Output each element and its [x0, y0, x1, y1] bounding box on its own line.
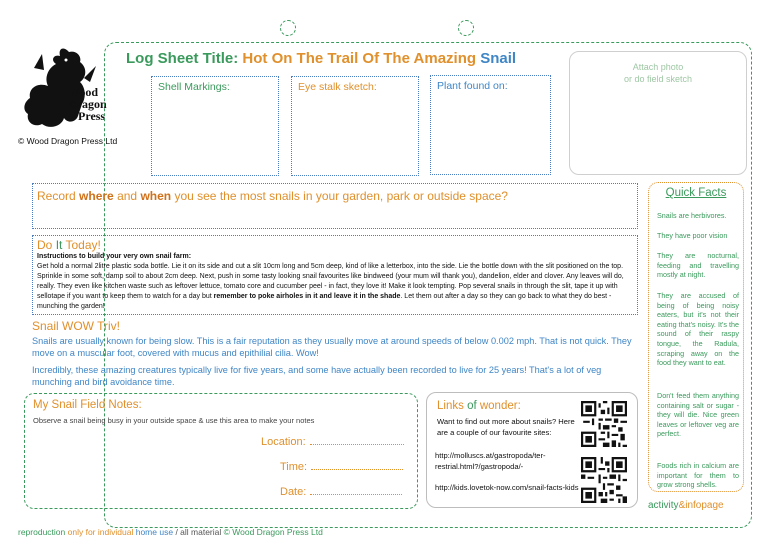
activity-amp: &	[678, 500, 686, 511]
doit-body	[37, 262, 637, 312]
quick-fact-2: They have poor vision	[657, 231, 728, 240]
quick-facts-box	[648, 182, 744, 492]
record-box[interactable]	[32, 183, 638, 229]
title-prefix: Log Sheet Title:	[126, 50, 239, 67]
decor-circle-left	[280, 20, 296, 36]
shell-markings-label: Shell Markings:	[158, 81, 230, 93]
footer-all-material: / all material	[175, 527, 222, 537]
doit-body-tail: . Let them out after a day so they can go back to what they do best - munching the garden!	[37, 293, 612, 310]
decor-circle-right	[458, 20, 474, 36]
title-main: Hot On The Trail Of The Amazing	[242, 50, 477, 67]
doit-title-b: It	[55, 238, 63, 252]
wow-paragraph-2: Incredibly, these amazing creatures typically live for five years, and some have actually been recorded to live for 25 years! That's a lot of veg munching and bird avoidance time.	[32, 365, 602, 387]
footer	[18, 527, 323, 537]
quick-fact-5: Don't feed them anything containing salt or sugar - they will die. Nice green leaves or leftover veg are perfect.	[657, 391, 739, 439]
quick-fact-1: Snails are herbivores.	[657, 211, 727, 220]
field-notes-title: My Snail Field Notes:	[33, 399, 142, 411]
shell-markings-box[interactable]	[151, 76, 279, 176]
quick-fact-4: They are accused of being of being noisy eaters, but it's not their eating that's noisy. It's the sound of their raspy tongue, the Radula, scraping away on the food they want to eat.	[657, 291, 739, 368]
wow-paragraph-1: Snails are usually known for being slow. This is a fair reputation as they usually move at around speeds of below 0.002 mph. That is not quick. They move on a muscular foot, covered with mucus and epithilial cilia. Wow!	[32, 336, 632, 358]
date-line[interactable]	[310, 494, 402, 495]
quick-facts-title: Quick Facts	[665, 187, 727, 199]
time-label: Time:	[280, 461, 308, 473]
footer-copyright: © Wood Dragon Press Ltd	[223, 527, 323, 537]
logo-line-wood: Wood	[68, 85, 99, 99]
location-label: Location:	[261, 436, 306, 448]
attach-line2: or do field sketch	[623, 74, 693, 84]
plant-found-label: Plant found on:	[437, 80, 508, 92]
links-title-b: of	[467, 400, 477, 412]
wow-title: Snail WOW Triv!	[32, 319, 121, 333]
quick-fact-3: They are nocturnal, feeding and travelling mostly at night.	[657, 251, 739, 280]
eye-stalk-label: Eye stalk sketch:	[298, 81, 377, 93]
title-last: Snail	[480, 50, 517, 67]
activity-word: activity	[648, 500, 679, 511]
logo-text	[68, 86, 107, 122]
footer-home-use: home use	[135, 527, 174, 537]
logo-line-dragon: Dragon	[68, 97, 107, 111]
eye-stalk-box[interactable]	[291, 76, 419, 176]
attach-line1: Attach photo	[632, 62, 684, 72]
link-kids-lovetoknow[interactable]: http://kids.lovetok-now.com/snail-facts-kids	[435, 483, 579, 492]
do-it-today-title	[37, 238, 101, 252]
links-title	[437, 400, 521, 412]
record-part2: and	[117, 189, 138, 203]
do-it-today-box	[32, 235, 638, 315]
location-line[interactable]	[310, 444, 404, 445]
doit-body-text: Get hold a normal 2litre plastic soda bottle. Lie it on its side and cut a slit 10cm long and 5cm deep, kind of like a letterbox, into the side. Lie the bottle down with the slit positioned on the top. Sprinkle in some soft, damp soil to about 2cm deep. Next, push in some tasty looking snail favourites like bindweed (your mum will thank you), dandelion, elder and clover. Any leaves will do, really. They even like kitchen waste such as leftover lettuce, tomato core and cucumber peel - in fact, they love it! Make it look tempting. Pop several snails in through the slit, tape it up with sellotape if you want to keep them to watch for a day but	[37, 263, 624, 300]
footer-individual: individual	[97, 527, 134, 537]
record-part1: Record	[37, 189, 76, 203]
location-field[interactable]	[261, 436, 404, 448]
record-where: where	[79, 189, 114, 203]
links-box	[426, 392, 638, 508]
field-notes-subtitle: Observe a snail being busy in your outside space & use this area to make your notes	[33, 416, 315, 425]
qr-code-icon[interactable]	[581, 401, 627, 447]
page-title	[126, 50, 516, 67]
footer-reproduction: reproduction	[18, 527, 66, 537]
copyright-top: © Wood Dragon Press Ltd	[18, 136, 118, 146]
link-molluscs[interactable]: http://molluscs.at/gastropoda/ter-restrial.html?/gastropoda/-	[435, 451, 546, 471]
doit-body-bold: remember to poke airholes in it and leave it in the shade	[213, 293, 401, 300]
record-when: when	[140, 189, 172, 203]
plant-found-box[interactable]	[430, 75, 551, 175]
date-label: Date:	[280, 486, 307, 498]
time-line[interactable]	[311, 469, 403, 470]
record-part3: you see the most snails in your garden, park or outside space?	[174, 189, 508, 203]
doit-title-c: Today!	[65, 238, 101, 252]
qr-code-icon[interactable]	[581, 457, 627, 503]
doit-title-a: Do	[37, 238, 53, 252]
doit-subtitle: Instructions to build your very own snail farm:	[37, 253, 192, 260]
date-field[interactable]	[280, 486, 402, 498]
attach-photo-box[interactable]	[569, 51, 747, 175]
links-title-a: Links	[437, 400, 464, 412]
footer-only-for: only for	[67, 527, 96, 537]
links-intro: Want to find out more about snails? Here are a couple of our favourite sites:	[437, 417, 575, 437]
field-notes-box[interactable]	[24, 393, 418, 509]
time-field[interactable]	[280, 461, 403, 473]
infopage-word: infopage	[685, 500, 724, 511]
record-question	[37, 189, 508, 203]
quick-fact-6: Foods rich in calcium are important for them to grow strong shells.	[657, 461, 739, 490]
logo-line-press: Press	[78, 109, 106, 123]
attach-photo-label	[570, 61, 746, 85]
links-title-c: wonder:	[479, 400, 521, 412]
activity-infopage-label	[648, 500, 724, 511]
